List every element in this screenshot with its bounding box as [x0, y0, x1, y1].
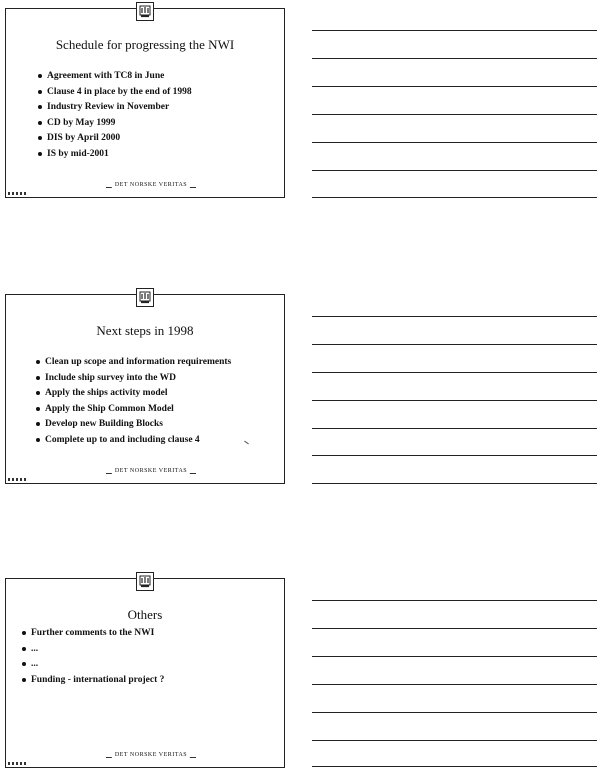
note-line: [312, 316, 597, 317]
note-line: [312, 86, 597, 87]
note-line: [312, 344, 597, 345]
slide-3: [5, 578, 285, 768]
stray-mark: [244, 441, 249, 445]
bullet-item: DIS by April 2000: [38, 131, 192, 147]
bullet-item: Funding - international project ?: [22, 673, 164, 689]
bullet-list: [22, 626, 164, 688]
note-line: [312, 197, 597, 198]
corner-mark: [8, 192, 26, 195]
note-line: [312, 684, 597, 685]
bullet-item: IS by mid-2001: [38, 147, 192, 163]
note-line: [312, 766, 597, 767]
bullet-item: Clause 4 in place by the end of 1998: [38, 85, 192, 101]
bullet-item: ...: [22, 657, 164, 673]
slide-1: [5, 8, 285, 198]
bullet-item: Develop new Building Blocks: [36, 417, 231, 433]
note-line: [312, 372, 597, 373]
footer-rule: [106, 468, 196, 480]
note-line: [312, 455, 597, 456]
dnv-logo-icon: [136, 572, 154, 591]
bullet-item: Industry Review in November: [38, 100, 192, 116]
note-line: [312, 712, 597, 713]
note-line: [312, 600, 597, 601]
bullet-item: Apply the Ship Common Model: [36, 402, 231, 418]
footer-rule: [106, 182, 196, 194]
bullet-list: [38, 69, 192, 163]
slide-title: Others: [127, 607, 163, 622]
note-line: [312, 30, 597, 31]
note-line: [312, 483, 597, 484]
note-line: [312, 628, 597, 629]
note-line: [312, 428, 597, 429]
note-line: [312, 114, 597, 115]
corner-mark: [8, 478, 26, 481]
note-line: [312, 170, 597, 171]
bullet-item: ...: [22, 642, 164, 658]
slide-2: [5, 294, 285, 484]
note-line: [312, 142, 597, 143]
footer-text: DET NORSKE VERITAS: [112, 752, 190, 758]
bullet-item: Complete up to and including clause 4: [36, 433, 231, 449]
slide-title: Schedule for progressing the NWI: [55, 37, 235, 52]
bullet-item: Agreement with TC8 in June: [38, 69, 192, 85]
note-line: [312, 740, 597, 741]
bullet-item: Further comments to the NWI: [22, 626, 164, 642]
bullet-list: [36, 355, 231, 449]
bullet-item: Clean up scope and information requirements: [36, 355, 231, 371]
note-line: [312, 58, 597, 59]
footer-text: DET NORSKE VERITAS: [112, 182, 190, 188]
bullet-item: Apply the ships activity model: [36, 386, 231, 402]
dnv-logo-icon: [136, 2, 154, 21]
corner-mark: [8, 762, 26, 765]
note-line: [312, 656, 597, 657]
slide-title: Next steps in 1998: [96, 323, 194, 338]
footer-text: DET NORSKE VERITAS: [112, 468, 190, 474]
bullet-item: CD by May 1999: [38, 116, 192, 132]
dnv-logo-icon: [136, 288, 154, 307]
note-line: [312, 400, 597, 401]
footer-rule: [106, 752, 196, 764]
bullet-item: Include ship survey into the WD: [36, 371, 231, 387]
